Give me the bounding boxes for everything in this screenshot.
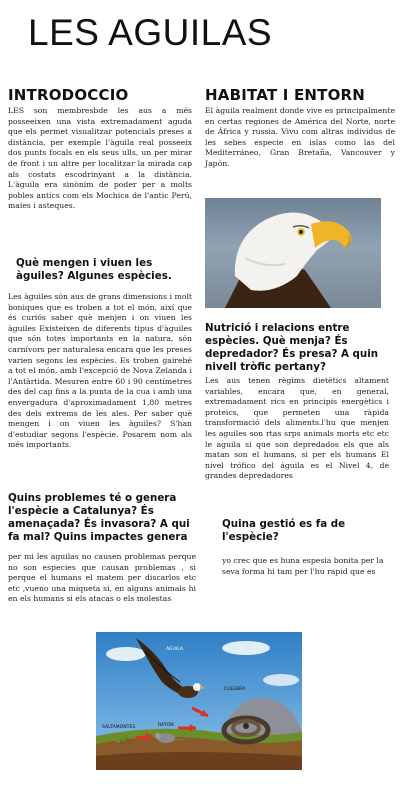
habitat-text: El àguila realment donde vive es principalmente en certas regiones de América del Norte, norte de África y russia. Vivu com altras individus de les sebes especie en islas como las del Mediterráneo, Gran Bretaña, Vancouver y Japón. bbox=[205, 106, 395, 168]
eagle-head-illustration bbox=[205, 198, 381, 308]
label-aguila: AGUILA bbox=[166, 647, 184, 652]
management-text: yo crec que es huna espesia bonita per la seva forma hi tam per l'hu rapid que es bbox=[222, 556, 384, 576]
intro-text: LES son membresbde les aus a més posseeixen una vista extremadament aguda que els permet visualitzar potencials preses a distància, per exemple l'àguila real posseeix dos punts focals en els seus ulls, un per mirar de front i un altre per localitzar la mirada cap als costats escodrinyant a la distància. L'àguila era sinònim de poder per a molts pobles antics com els Mochica de l'antic Perú, maies i asteques. bbox=[8, 106, 192, 211]
page-title: LES AGUILAS bbox=[28, 12, 273, 53]
label-raton: RATON bbox=[158, 723, 174, 728]
problems-text: per mi les aguilas no causen problemas perque no son especies que causan problemas , si perque el humans el matem per discarlos etc etc ,vueno una miqueta si, en alguns animals hi en els humans si els atacas o els molestas bbox=[8, 552, 196, 604]
eagle-photo bbox=[205, 198, 381, 308]
nutrition-heading: Nutrició i relacions entre espècies. Què menja? És depredador? És presa? A quin nivell tròfic pertany? bbox=[205, 322, 379, 373]
label-culebra: CULEBRA bbox=[224, 687, 246, 692]
species-heading: Què mengen i viuen les àguiles? Algunes espècies. bbox=[16, 257, 172, 282]
label-saltamontes: SALTAMONTES bbox=[102, 725, 136, 730]
food-chain-illustration bbox=[96, 632, 302, 770]
nutrition-text: Les aus tenen règims dietètics altament variables, encara que, en general, extremadament rics en principis energètics i proteics, que permeten una ràpida transformació dels aliments.l'hu que menjen les aguiles son rtas srps animals morts etc etc le aguila si que son depredados els que als matan son el humans, si per els humans El nivel trófico del águila es el Nivel 4, de grandes depredadores bbox=[205, 376, 389, 481]
habitat-heading: HABITAT I ENTORN bbox=[205, 86, 366, 104]
food-chain-image bbox=[96, 632, 302, 770]
intro-heading: INTRODOCCIO bbox=[8, 86, 129, 104]
management-heading: Quina gestió es fa de l'espècie? bbox=[222, 518, 346, 543]
problems-heading: Quins problemes té o genera l'espècie a Catalunya? És amenaçada? És invasora? A qui fa mal? Quins impactes genera bbox=[8, 492, 190, 543]
species-text: Les àguiles són aus de grans dimensions i molt boniques que es troben a tot el món, així que és curiós saber què menjen i on viuen les àguiles Existeixen de diferents tipus d'àguiles que són totes importants en la natura, són carnívors per naturalesa encara que les preses varien segons les espècies. Es troben gairebé a tot el món, amb l'excepció de Nova Zelanda i l'Antàrtida. Mesuren entre 60 i 90 centímetres des del cap fins a la punta de la cua i amb una envergadura d'aproximadament 1,80 metres des dels extrems de les ales. Per saber què mengen i on viuen les àguiles? S'han d'estudiar segons l'espècie. Posarem nom als més importants. bbox=[8, 292, 192, 450]
